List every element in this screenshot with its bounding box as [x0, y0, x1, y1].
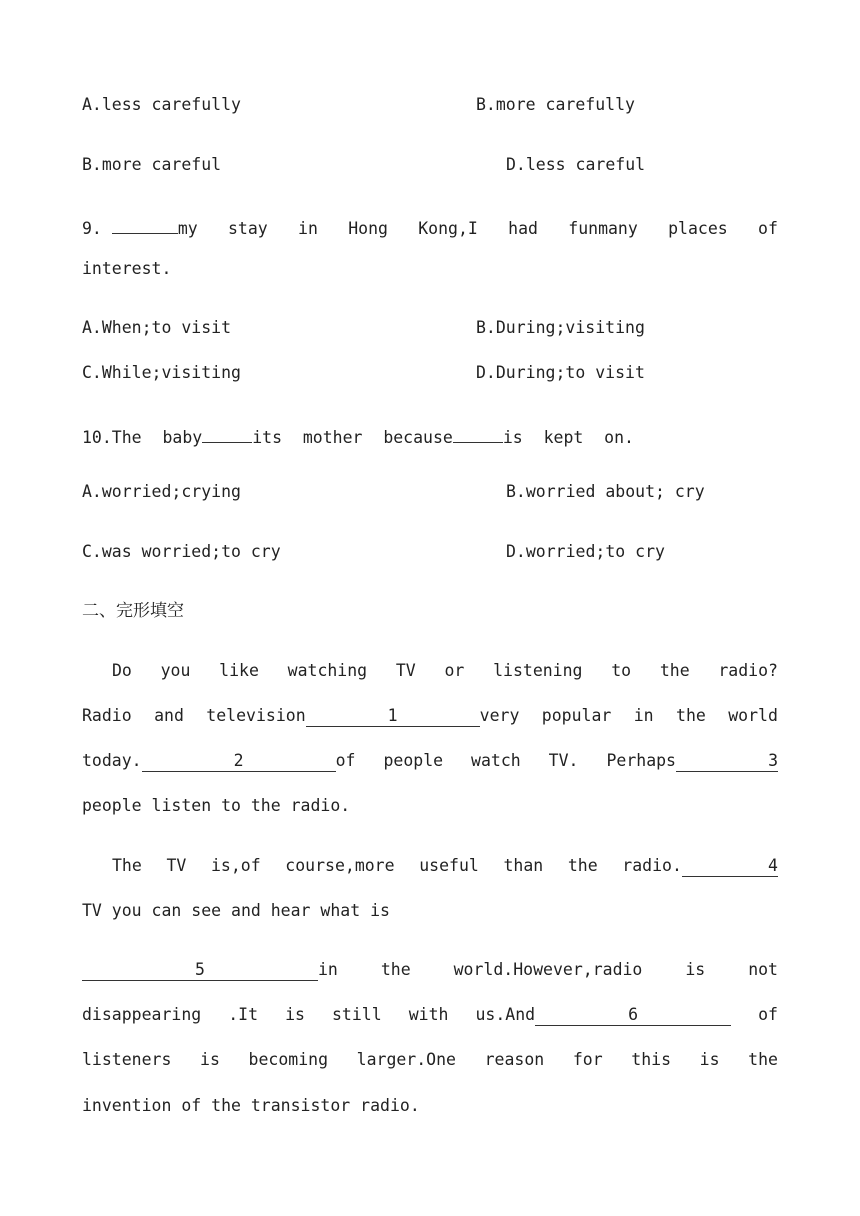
- q9-option-c: C.While;visiting: [82, 363, 241, 382]
- blank-6: 6: [535, 1005, 731, 1026]
- q8-option-c: B.more careful: [82, 155, 222, 174]
- passage-p2-line5: listeners is becoming larger.One reason for this is the: [82, 1050, 778, 1069]
- q10-blank-1: [202, 422, 252, 443]
- q9-stem: 9. my stay in Hong Kong,I had funmany places of: [82, 213, 778, 235]
- q8-option-a: A.less carefully: [82, 95, 241, 114]
- q10-option-c: C.was worried;to cry: [82, 542, 281, 561]
- blank-4: 4: [682, 856, 778, 877]
- q10-blank-2: [453, 422, 503, 443]
- q9-blank: [112, 213, 178, 234]
- passage-p2-line4: disappearing .It is still with us.And 6 of: [82, 1005, 778, 1024]
- passage-p2-line6: invention of the transistor radio.: [82, 1096, 420, 1115]
- passage-p1-line2: Radio and television 1 very popular in the world: [82, 706, 778, 725]
- passage-p1-line4: people listen to the radio.: [82, 796, 351, 815]
- passage-p2-line2: TV you can see and hear what is: [82, 901, 390, 920]
- blank-5: 5: [82, 960, 318, 981]
- q9-option-b: B.During;visiting: [476, 318, 645, 337]
- q8-option-d: D.less careful: [506, 155, 646, 174]
- q9-stem-cont: interest.: [82, 259, 172, 278]
- passage-p2-line1: The TV is,of course,more useful than the radio. 4: [112, 856, 778, 875]
- blank-3: 3: [676, 751, 778, 772]
- q10-stem: 10.The baby its mother because is kept on.: [82, 422, 634, 444]
- q10-option-a: A.worried;crying: [82, 482, 241, 501]
- q10-option-b: B.worried about; cry: [506, 482, 705, 501]
- q10-option-d: D.worried;to cry: [506, 542, 665, 561]
- passage-p2-line3: 5 in the world.However,radio is not: [82, 959, 778, 981]
- passage-p1-line1: Do you like watching TV or listening to the radio?: [112, 661, 778, 680]
- blank-2: 2: [142, 751, 336, 772]
- q9-option-d: D.During;to visit: [476, 363, 645, 382]
- q9-number-blank: 9. my: [82, 213, 198, 240]
- q8-option-b: B.more carefully: [476, 95, 635, 114]
- section-heading: 二、完形填空: [82, 601, 184, 621]
- q9-option-a: A.When;to visit: [82, 318, 232, 337]
- blank-1: 1: [306, 706, 480, 727]
- passage-p1-line3: today. 2 of people watch TV. Perhaps 3: [82, 751, 778, 770]
